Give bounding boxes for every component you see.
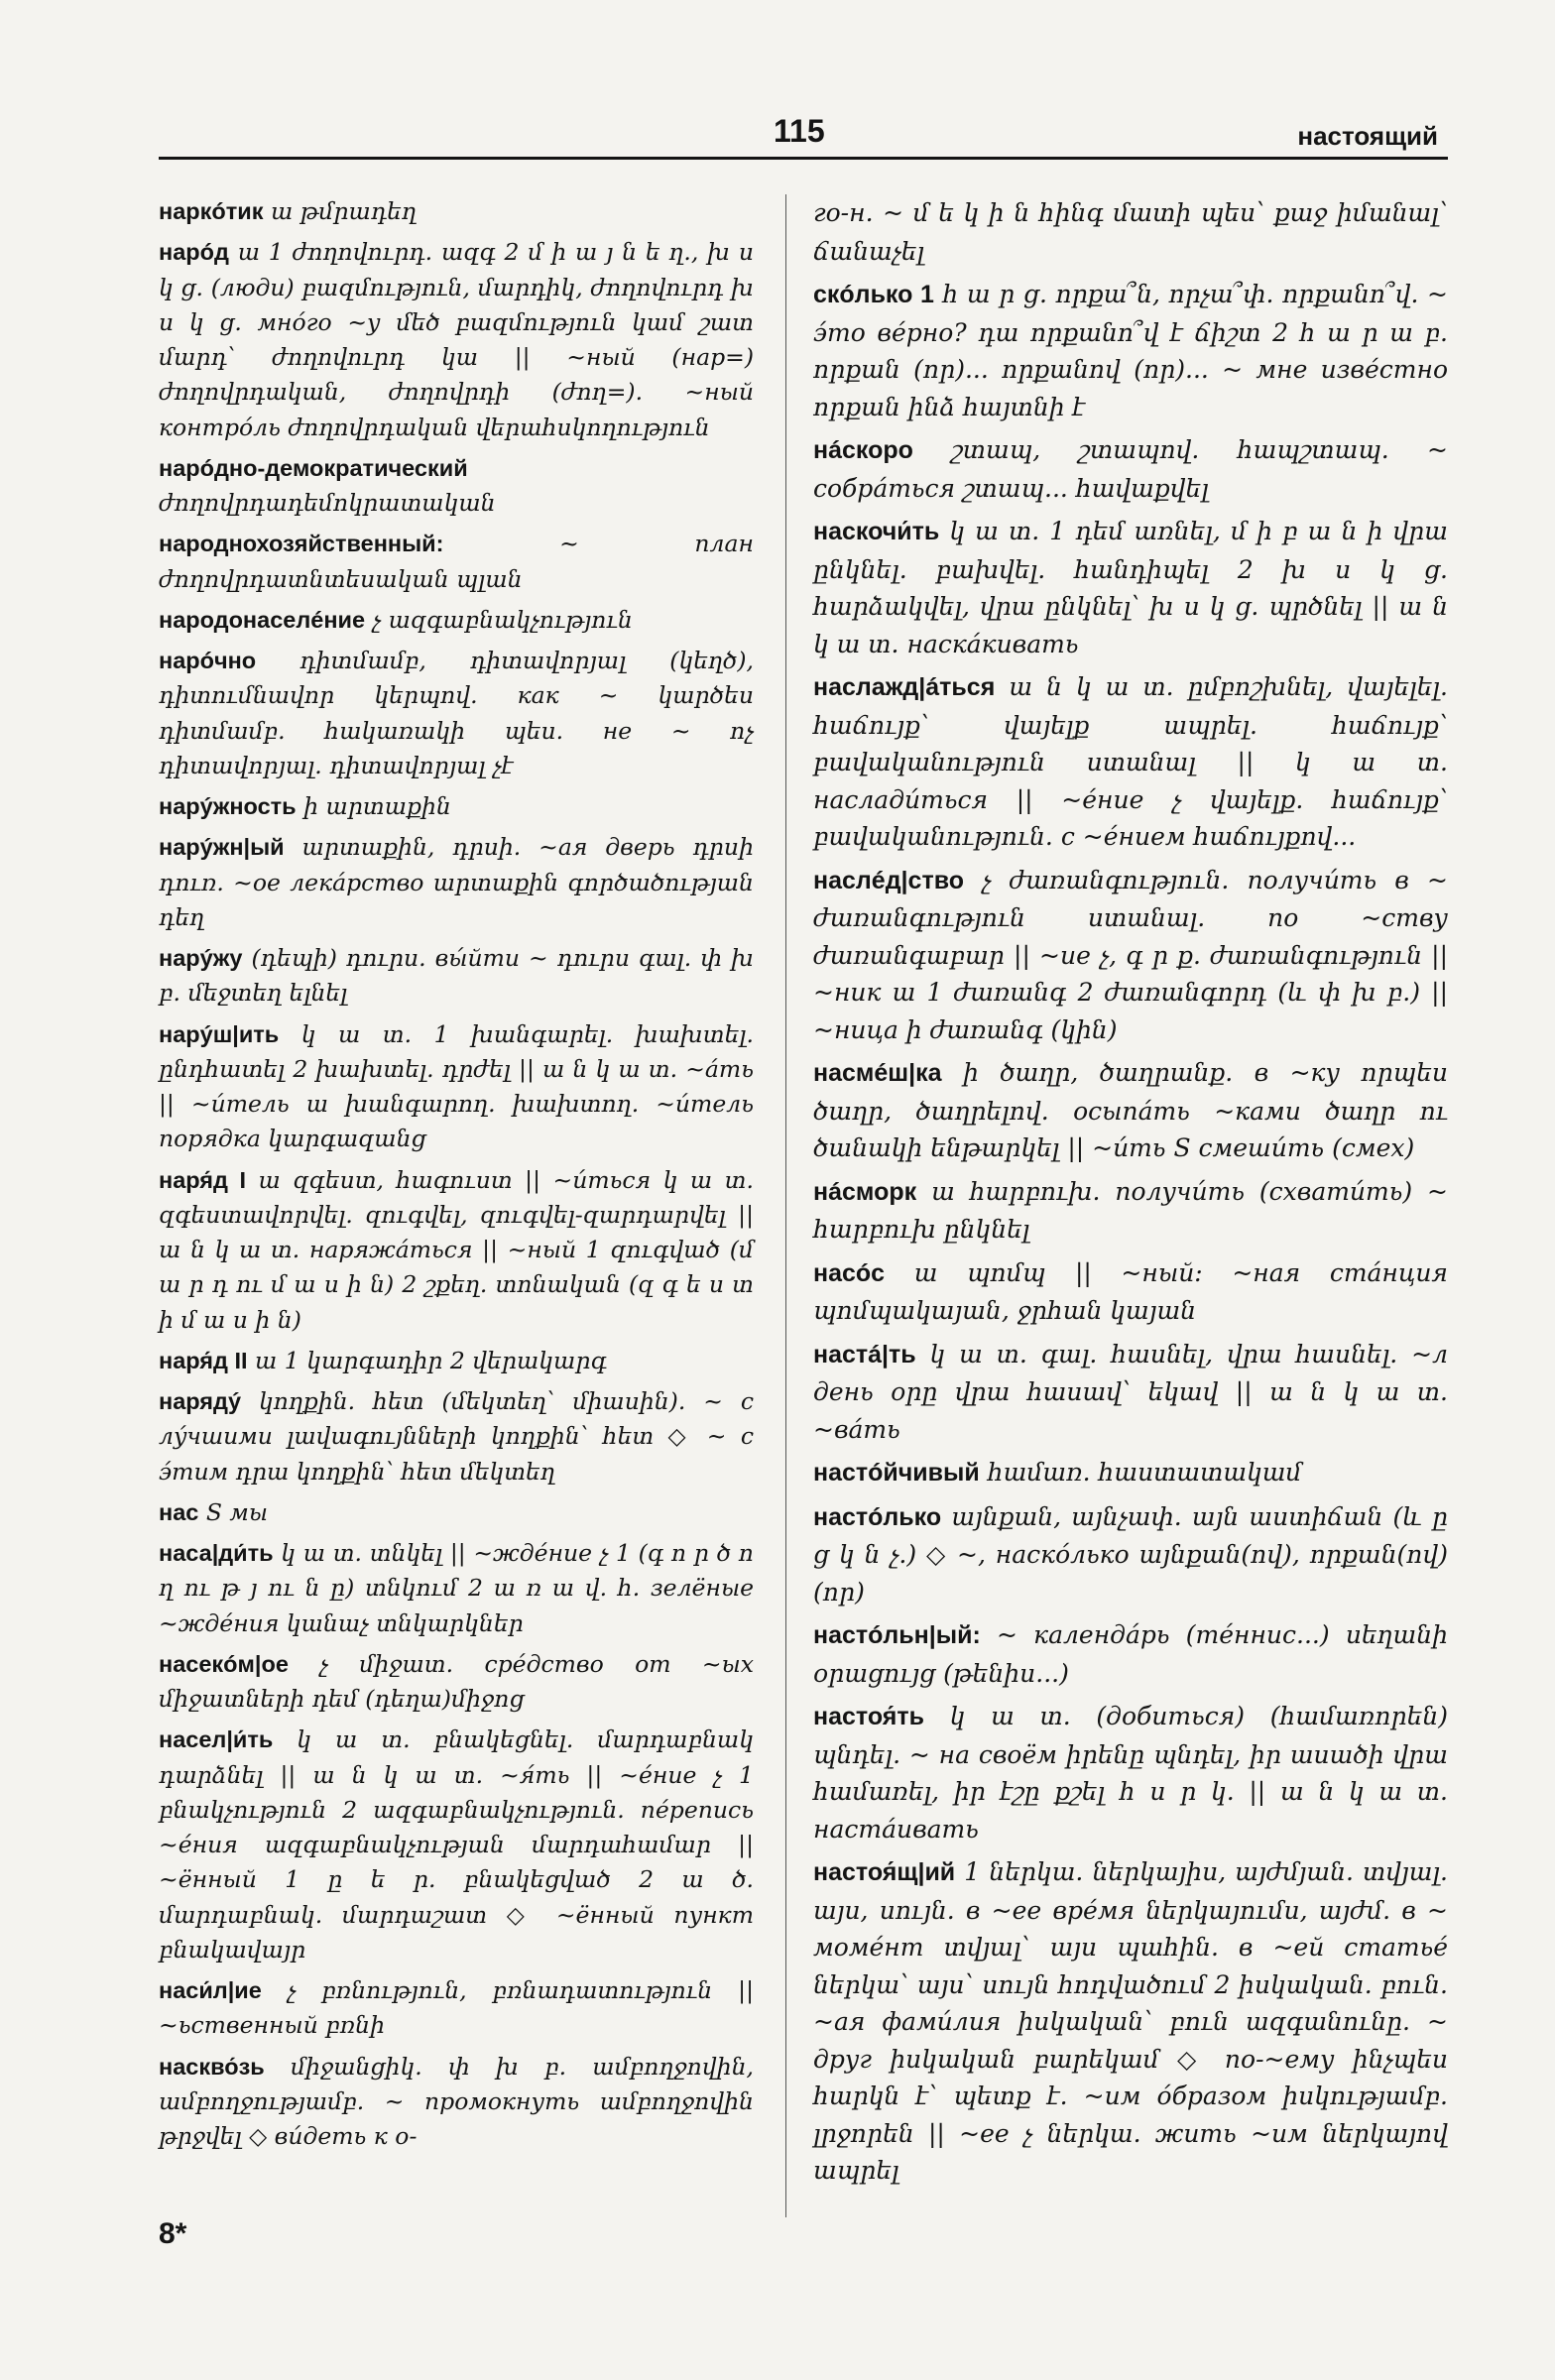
dictionary-entry xyxy=(159,194,754,229)
entry-headword: наркóтик xyxy=(159,198,264,224)
dictionary-entry xyxy=(813,1054,1448,1167)
dictionary-entry xyxy=(813,1698,1448,1847)
entry-translation: ի արտաքին xyxy=(303,792,451,820)
dictionary-entry xyxy=(159,1536,754,1641)
dictionary-entry xyxy=(813,862,1448,1049)
dictionary-entry xyxy=(813,276,1448,425)
entry-headword: наслéд|ство xyxy=(813,866,965,894)
entry-translation: го-н. ~ մ ե կ ի ն հինգ մատի պես՝ քաջ իմանալ՝ ճանաչել xyxy=(813,198,1448,266)
dictionary-entry xyxy=(159,1495,754,1530)
dictionary-entry xyxy=(813,431,1448,507)
entry-translation: այնքան, այնչափ. այն աստիճան (և ը ց կ ն չ.) ◇ ~, наскóлько այնքան(ով), որքան(ով) (որ) xyxy=(813,1501,1448,1606)
entry-headword: нарýжу xyxy=(159,945,243,971)
entry-headword: насóс xyxy=(813,1258,886,1287)
entry-translation: չ ազգաբնակչություն xyxy=(372,605,633,634)
entry-headword: народонаселéние xyxy=(159,606,366,633)
entry-headword: нáскоро xyxy=(813,436,913,464)
entry-headword: нарýжн|ый xyxy=(159,834,285,861)
entry-headword: народнохозяйственный: xyxy=(159,531,444,557)
entry-headword: нарóд xyxy=(159,239,229,266)
entry-headword: насел|и́ть xyxy=(159,1726,274,1753)
entry-translation: ժողովրդադեմոկրատական xyxy=(159,489,496,517)
entry-translation: ա թմրադեղ xyxy=(270,197,417,225)
dictionary-entry xyxy=(159,1163,754,1338)
dictionary-entry xyxy=(159,527,754,597)
entry-headword: насмéш|ка xyxy=(813,1059,942,1087)
entry-headword: насекóм|ое xyxy=(159,1650,289,1677)
dictionary-entry xyxy=(159,2050,754,2155)
dictionary-entry xyxy=(159,830,754,935)
entry-translation: կ ա տ. բնակեցնել. մարդաբնակ դարձնել || ա ն կ ա տ. ~я́ть || ~éние չ 1 բնակչություն 2 ազգաբնակչություն. пéрепись ~éния ազգաբնակչության մարդահամար || ~ённый 1 ը ե ր. բնակեցված 2 ա ծ. մարդաբնակ. մարդաշատ ◇ ~ённый пункт բնակավայր xyxy=(159,1726,754,1964)
entry-translation: կ ա տ. 1 դեմ առնել, մ ի բ ա ն ի վրա ընկնել. բախվել. հանդիպել 2 խ ս կ ց. հարձակվել, վրա ընկնել՝ խ ս կ ց. պրծնել || ա ն կ ա տ. наскáкивать xyxy=(813,517,1448,658)
right-column xyxy=(813,194,1448,2196)
dictionary-entry xyxy=(813,668,1448,856)
entry-headword: наслажд|áться xyxy=(813,673,996,701)
entry-translation: դիտմամբ, դիտավորյալ (կեղծ), դիտումնավոր կերպով. как ~ կարծես դիտմամբ. հակառակի պես. не ~ ոչ դիտավորյալ. դիտավորյալ չէ xyxy=(159,647,754,779)
page-number: 115 xyxy=(774,113,825,149)
entry-translation: ~ план ժողովրդատնտեսական պլան xyxy=(159,530,754,593)
entry-headword: наса|ди́ть xyxy=(159,1540,274,1566)
entry-translation: չ ժառանգություն. получи́ть в ~ ժառանգություն ստանալ. по ~ству ժառանգաբար || ~ие չ, գ ր ք. ժառանգություն || ~ник ա 1 ժառանգ 2 ժառանգորդ (և փ խ բ.) || ~ница ի ժառանգ (կին) xyxy=(813,865,1448,1044)
entry-translation: S мы xyxy=(205,1497,269,1526)
dictionary-entry xyxy=(159,1017,754,1157)
dictionary-entry xyxy=(159,1647,754,1718)
entry-translation: (դեպի) դուրս. вы́йти ~ դուրս գալ. փ խ բ. մեջտեղ ելնել xyxy=(159,944,754,1008)
entry-translation: 1 ներկա. ներկայիս, այժմյան. տվյալ. այս, սույն. в ~ее врéмя ներկայումս, այժմ. в ~ момéнт տվյալ՝ այս պահին. в ~ей статьé ներկա՝ այս՝ սույն հոդվածում 2 իսկական. բուն. ~ая фами́лия իսկական՝ բուն ազգանունը. ~ друг իսկական բարեկամ ◇ по-~ему ինչպես հարկն է՝ պետք է. ~им óбразом իսկությամբ. լրջորեն || ~ее չ ներկա. жить ~им ներկայով ապրել xyxy=(813,1857,1449,2185)
entry-translation: ա ն կ ա տ. ըմբոշխնել, վայելել. հաճույք՝ վայելք ապրել. հաճույք՝ բավականություն ստանալ || կ ա տ. наслади́ться || ~éние չ վայելք. հաճույք՝ բավականություն. с ~éнием հաճույքով... xyxy=(813,672,1448,851)
entry-translation: կ ա տ. (добиться) (համառորեն) պնդել. ~ на своём իրենը պնդել, իր ասածի վրա համառել, իր էշը քշել հ ս ր կ. || ա ն կ ա տ. настáивать xyxy=(813,1702,1448,1844)
dictionary-entry xyxy=(159,1973,754,2044)
dictionary-entry xyxy=(813,1336,1448,1449)
entry-translation: կողքին. հետ (մեկտեղ՝ միասին). ~ с лýчшими լավագույնների կողքին՝ հետ ◇ ~ с э́тим դրա կողքին՝ հետ մեկտեղ xyxy=(159,1387,754,1486)
left-column xyxy=(159,194,754,2160)
entry-headword: наскво́зь xyxy=(159,2053,265,2080)
entry-headword: настоя́щ|ий xyxy=(813,1858,956,1886)
entry-headword: нарядý xyxy=(159,1388,242,1414)
entry-translation: ա զգեստ, հագուստ || ~и́ться կ ա տ. զգեստավորվել. զուգվել, զուգվել-զարդարվել || ա ն կ ա տ. наряжáться || ~ный 1 զուգված (մ ա ր դ ու մ ա ս ի ն) 2 շքեղ. տոնական (զ գ ե ս տ ի մ ա ս ի ն) xyxy=(159,1165,754,1334)
entry-headword: нáсморк xyxy=(813,1177,917,1206)
printer-signature: 8* xyxy=(159,2217,187,2250)
entry-translation: չ միջատ. срéдство от ~ых միջատների դեմ (դեղա)միջոց xyxy=(159,1649,754,1713)
entry-translation: համառ. հաստատակամ xyxy=(987,1458,1302,1487)
entry-translation: ա 1 ժողովուրդ. ազգ 2 մ ի ա յ ն ե ղ., խ ս կ ց. (люди) բազմություն, մարդիկ, ժողովուրդ խ ս կ ց. мнóго ~у մեծ բազմություն կամ շատ մարդ՝ ժողովուրդ կա || ~ный (нар=) ժողովրդական, ժողովրդի (ժող=). ~ный контрóль ժողովրդական վերահսկողություն xyxy=(159,238,754,441)
dictionary-entry xyxy=(813,1498,1448,1611)
entry-translation: ~ календáрь (тéннис...) սեղանի օրացույց (թենիս...) xyxy=(813,1620,1448,1688)
dictionary-entry xyxy=(159,603,754,638)
entry-headword: настóйчивый xyxy=(813,1459,980,1487)
entry-translation: ա պոմպ || ~ный: ~ная стáнция պոմպակայան, ջրհան կայան xyxy=(813,1257,1448,1325)
entry-headword: настóльн|ый: xyxy=(813,1621,981,1649)
entry-headword: наря́д II xyxy=(159,1347,248,1373)
column-divider xyxy=(785,194,786,2217)
entry-headword: нас xyxy=(159,1498,199,1525)
dictionary-entry xyxy=(159,1384,754,1489)
dictionary-entry xyxy=(813,513,1448,662)
dictionary-entry xyxy=(813,1454,1448,1492)
entry-headword: наря́д I xyxy=(159,1166,247,1193)
dictionary-entry xyxy=(159,1723,754,1967)
header-rule xyxy=(159,157,1448,160)
entry-headword: нарýжность xyxy=(159,793,297,819)
dictionary-entry xyxy=(159,235,754,445)
entry-headword: наскочи́ть xyxy=(813,518,940,545)
entry-translation: կ ա տ. տնկել || ~ждéние չ 1 (գ ո ր ծ ո ղ ու թ յ ու ն ը) տնկում 2 ա ռ ա վ. հ. зелёные ~ждéния կանաչ տնկարկներ xyxy=(159,1539,754,1637)
entry-headword: нарóчно xyxy=(159,648,257,673)
entry-headword: нарýш|ить xyxy=(159,1020,280,1047)
entry-translation: միջանցիկ. փ խ բ. ամբողջովին, ամբողջությամբ. ~ промокнуть ամբողջովին թրջվել ◇ ви́деть к о- xyxy=(159,2052,754,2150)
entry-translation: ա հարբուխ. получи́ть (схвати́ть) ~ հարբուխ ընկնել xyxy=(813,1176,1448,1244)
dictionary-entry xyxy=(813,1616,1448,1692)
entry-translation: հ ա ր ց. որքա՞ն, որչա՞փ. որքանո՞վ. ~ э́то вéрно? դա որքանո՞վ է ճիշտ 2 հ ա ր ա բ. որքան (որ)... որքանով (որ)... ~ мне извéстно որքան ինձ հայտնի է xyxy=(813,280,1448,421)
entry-translation: շտապ, շտապով. հապշտապ. ~ собрáться շտապ... հավաքվել xyxy=(813,435,1448,503)
dictionary-entry xyxy=(159,644,754,783)
entry-translation: արտաքին, դրսի. ~ая дверь դրսի դուռ. ~ое лекáрство արտաքին գործածության դեղ xyxy=(159,833,754,931)
dictionary-entry xyxy=(813,194,1448,270)
entry-translation: չ բռնություն, բռնադատություն || ~ьственный բռնի xyxy=(159,1976,754,2040)
entry-headword: настóлько xyxy=(813,1502,942,1531)
dictionary-entry xyxy=(159,941,754,1012)
entry-headword: настоя́ть xyxy=(813,1703,924,1730)
entry-translation: ա 1 կարգադիր 2 վերակարգ xyxy=(255,1346,607,1374)
entry-translation: կ ա տ. գալ. հասնել, վրա հասնել. ~л день օրը վրա հասավ՝ եկավ || ա ն կ ա տ. ~вáть xyxy=(813,1339,1448,1444)
dictionary-entry xyxy=(813,1853,1448,2190)
entry-headword: настá|ть xyxy=(813,1340,916,1368)
entry-headword: скóлько 1 xyxy=(813,281,934,308)
running-head: настоящий xyxy=(1297,121,1438,151)
page-header xyxy=(159,99,1448,159)
dictionary-entry xyxy=(159,1344,754,1378)
dictionary-entry xyxy=(813,1173,1448,1249)
entry-headword: наси́л|ие xyxy=(159,1977,262,2003)
entry-translation: ի ծաղր, ծաղրանք. в ~ку որպես ծաղր, ծաղրելով. осыпáть ~ками ծաղր ու ծանակի ենթարկել || ~и́ть S смеши́ть (смех) xyxy=(813,1058,1448,1162)
entry-headword: нарóдно-демократический xyxy=(159,454,468,481)
entry-translation: կ ա տ. 1 խանգարել. խախտել. ընդհատել 2 խախտել. դրժել || ա ն կ ա տ. ~áть || ~и́тель ա խանգարող. խախտող. ~и́тель порядка կարգազանց xyxy=(159,1019,754,1153)
dictionary-entry xyxy=(813,1254,1448,1330)
dictionary-entry xyxy=(159,789,754,824)
dictionary-entry xyxy=(159,451,754,522)
